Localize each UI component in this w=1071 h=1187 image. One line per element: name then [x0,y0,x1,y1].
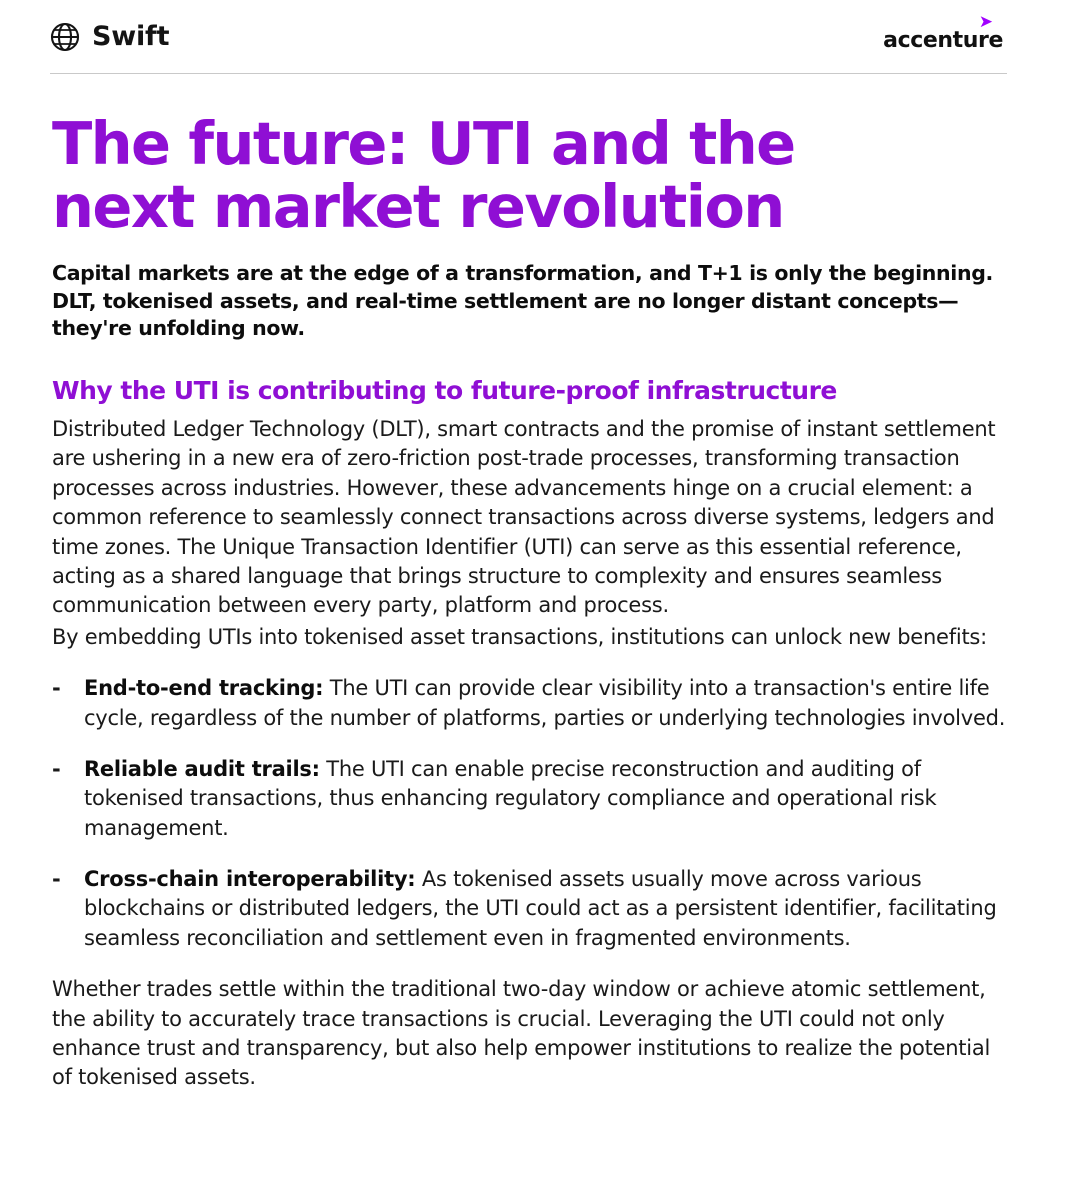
benefits-list [52,674,1009,953]
accenture-arrow-icon: ➤ [978,12,993,32]
page-header [50,14,1009,63]
bullet-term: End-to-end tracking: [84,676,324,701]
header-divider [50,73,1007,74]
accenture-wordmark: accenture [883,28,1003,53]
bullet-term: Cross-chain interoperability: [84,867,416,892]
accenture-logo [883,12,1005,53]
title-line-2: next market revolution [52,172,784,242]
bullet-marker: - [52,867,61,892]
brand-name: Swift [92,21,170,52]
body-paragraph-2: By embedding UTIs into tokenised asset transactions, institutions can unlock new benefits: [52,624,987,649]
bullet-term: Reliable audit trails: [84,756,320,781]
bullet-description: The UTI can enable precise reconstruction and auditing of tokenised transactions, thus enhancing regulatory compliance and operational risk management. [84,756,937,840]
closing-paragraph: Whether trades settle within the traditional two-day window or achieve atomic settlement, the ability to accurately trace transactions is crucial. Leveraging the UTI could not only enhance trust and transparency, but also help empower institutions to realize the potential of tokenised assets. [52,977,991,1090]
bullet-marker: - [52,676,61,701]
bullet-description: The UTI can provide clear visibility into a transaction's entire life cycle, regardless of the number of platforms, parties or underlying technologies involved. [84,676,1006,730]
list-item [52,865,1009,953]
bullet-body [84,755,1009,843]
bullet-marker: - [52,756,61,781]
body-paragraph-1: Distributed Ledger Technology (DLT), smart contracts and the promise of instant settlement are ushering in a new era of zero-friction post-trade processes, transforming transaction processes across industries. However, these advancements hinge on a crucial element: a common reference to seamlessly connect transactions across diverse systems, ledgers and time zones. The Unique Transaction Identifier (UTI) can serve as this essential reference, acting as a shared language that brings structure to complexity and ensures seamless communication between every party, platform and process. [52,417,996,618]
bullet-body [84,674,1009,733]
section-heading: Why the UTI is contributing to future-proof infrastructure [52,376,837,405]
page-title [52,109,952,242]
bullet-description: As tokenised assets usually move across various blockchains or distributed ledgers, the UTI could act as a persistent identifier, facilitating seamless reconciliation and settlement even in fragmented environments. [84,867,997,950]
lede-paragraph: Capital markets are at the edge of a transformation, and T+1 is only the beginning. DLT, tokenised assets, and real-time settlement are no longer distant concepts—they're unfolding now. [52,261,993,340]
list-item [52,674,1009,733]
globe-icon [50,22,80,52]
list-item [52,755,1009,843]
swift-logo [50,21,169,52]
bullet-body [84,865,1009,953]
title-line-1-part-2: UTI and the [426,109,795,178]
title-line-1-part-1: The future: [52,109,427,178]
